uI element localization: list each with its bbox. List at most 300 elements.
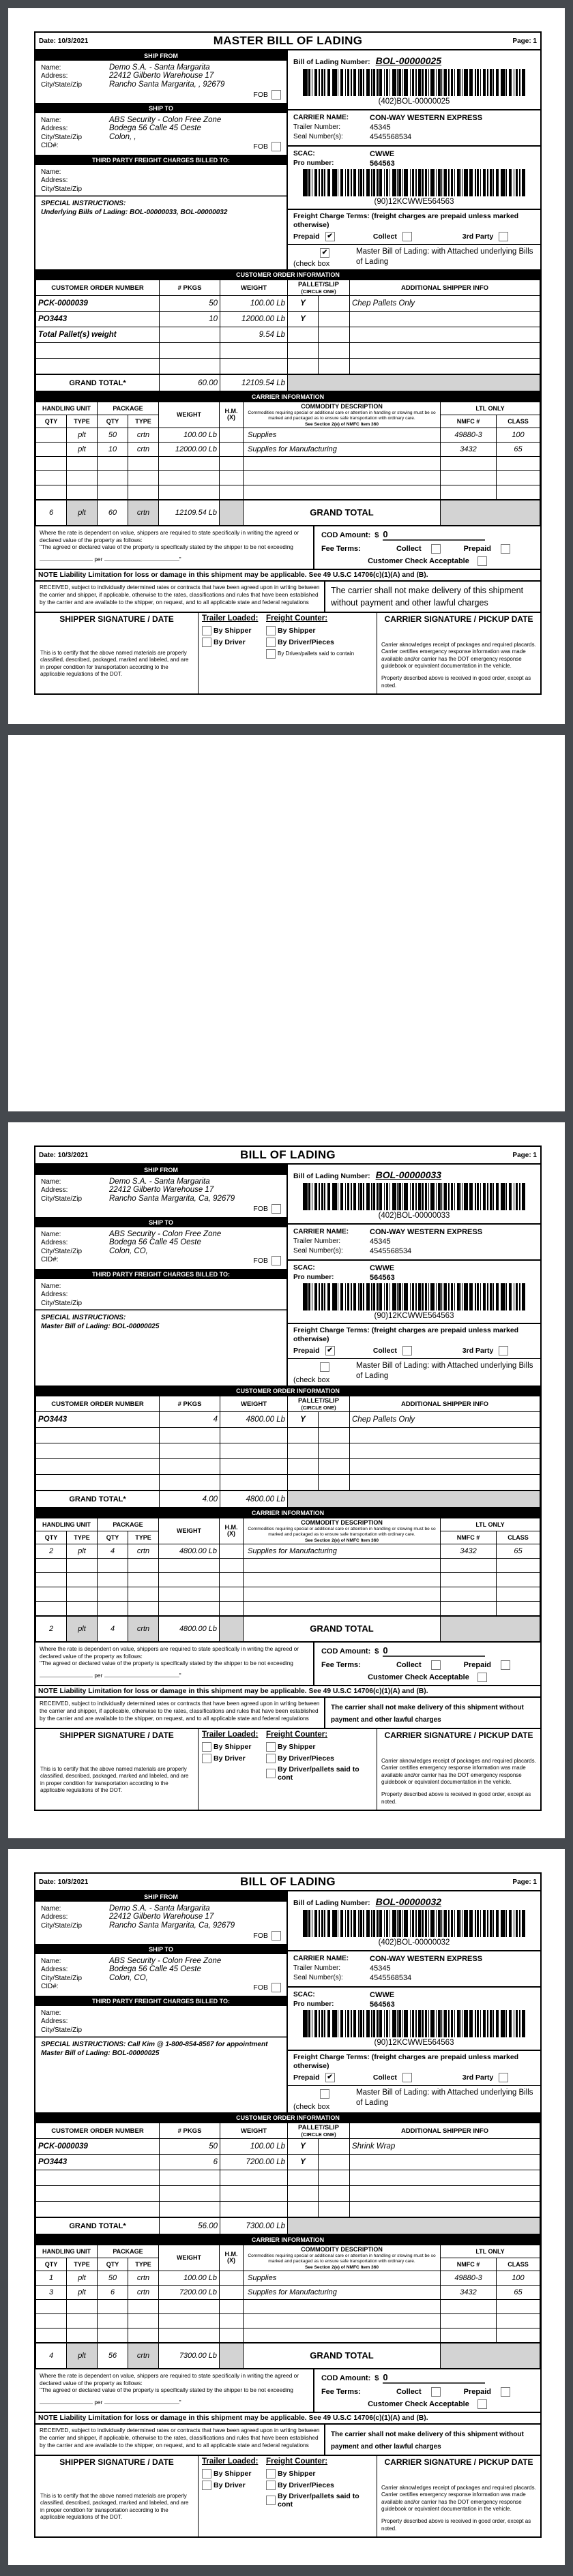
master-bol-checkbox[interactable] [320,2089,329,2099]
trailer-freight-section [198,613,377,693]
header-nmfc: NMFC # [441,415,497,428]
ship-from-csz: Rancho Santa Margarita, , 92679 [109,80,225,89]
carrier-column [288,1891,540,2112]
cod-amount-label: COD Amount: [321,530,371,539]
declared-value-line1: Where the rate is dependent on value, shippers are required to state specifically in writing the agreed or declared value of the property as follows: [40,528,299,543]
bol-form [34,1872,542,2538]
liability-note: NOTE Liability Limitation for loss or damage in this shipment may be applicable. See 49 U.S.C 14706(c)(1)(A) and (B). [35,1685,540,1696]
customer-order-row: PO3443 10 12000.00 Lb Y [36,312,540,327]
header-hu-type: TYPE [67,2258,98,2271]
shipper-signature-section [35,1729,198,1810]
bol-number-box [288,1891,540,1951]
carrier-information-band: CARRIER INFORMATION [35,2234,540,2245]
carrier-row [36,1558,540,1572]
carrier-acknowledge-text: Carrier aknowledges receipt of packages and required placards. Carrier certifies emergency response information was made available and/or carrier has the DOT emergency response guidebook or equivalent documentation in the vehicle. [381,1757,536,1785]
bill-of-lading-page [8,1122,565,1838]
carrier-signature-heading: CARRIER SIGNATURE / PICKUP DATE [384,614,533,624]
trailer-by-driver-checkbox[interactable] [202,2481,211,2490]
customer-order-row [36,1428,540,1443]
pro-number: 564563 [370,160,395,168]
header-pkg-type: TYPE [128,415,159,428]
header-pkg-qty: QTY [98,1531,128,1544]
col-header-weight: WEIGHT [220,2123,288,2139]
customer-check-label: Customer Check Acceptable [368,1673,469,1681]
carrier-info-box [288,1225,540,1261]
commodity-note: Commodities requiring special or additional care or attention in handling or stowing must be so marked and packaged as to ensure safe transportation with ordinary care. [248,2253,436,2264]
carrier-row: 2 plt 4 crtn 4800.00 Lb Supplies for Manufacturing 3432 65 [36,1544,540,1558]
scac-box [288,147,540,210]
cod-amount-value: 0 [383,529,485,541]
master-bol-section [288,245,540,269]
ship-from-fob-label: FOB [253,1205,268,1213]
header-pkg-qty: QTY [98,2258,128,2271]
customer-order-band: CUSTOMER ORDER INFORMATION [35,2112,540,2123]
freight-by-driver-pieces-checkbox[interactable] [266,1754,276,1763]
carrier-name-label: CARRIER NAME: [293,1955,349,1962]
header-handling-unit: HANDLING UNIT [36,2245,98,2258]
customer-order-row [36,1459,540,1475]
ship-to-csz-label: City/State/Zip [41,1974,83,1982]
ship-to-fob-checkbox[interactable] [271,1983,281,1992]
pro-barcode-text: (90)12KCWWE564563 [374,1312,454,1320]
freight-by-driver-pieces-label: By Driver/Pieces [278,638,334,646]
ship-from-csz: Rancho Santa Margarita, Ca, 92679 [109,1194,235,1203]
carrier-row [36,2313,540,2328]
ship-to-fob-label: FOB [253,143,268,151]
dollar-sign: $ [374,2373,379,2382]
cod-box [313,2369,540,2412]
property-received-text: Property described above is received in good order, except as noted. [381,1791,531,1805]
total-pkg-type: crtn [128,2343,159,2369]
trailer-freight-section [198,2456,377,2536]
total-weight: 7300.00 Lb [159,2343,220,2369]
third-party-fee-label: 3rd Party [462,2073,494,2082]
collect-checkbox[interactable] [402,1346,412,1356]
total-hu-type: plt [67,1616,98,1642]
header-ltl-only: LTL ONLY [441,1518,540,1531]
blank-line [104,2398,179,2404]
shipper-signature-heading: SHIPPER SIGNATURE / DATE [59,2457,174,2467]
received-clause: RECEIVED, subject to individually determined rates or contracts that have been agreed upon in writing between the carrier and shipper, if applicable, otherwise to the rates, classifications and rules that have been established by the carrier and are available to the shipper, on request, and to all applicable state and federal regulations [40,1699,320,1722]
check-box-caption: (check box [293,260,330,269]
circle-one-caption: (CIRCLE ONE) [301,2131,336,2138]
third-party-band: THIRD PARTY FREIGHT CHARGES BILLED TO: [35,1996,286,2006]
trailer-number-label: Trailer Number: [293,1964,341,1972]
carrier-information-table [35,402,540,525]
pages-container [0,8,573,2565]
prepaid-checkbox[interactable]: ✔ [325,1346,335,1356]
prepaid-checkbox[interactable]: ✔ [325,2073,335,2082]
property-received-text: Property described above is received in good order, except as noted. [381,2518,531,2532]
commodity-note: Commodities requiring special or additional care or attention in handling or stowing must be so marked and packaged as to ensure safe transportation with ordinary care. [248,410,436,421]
header-hm: H.M. (X) [220,2245,244,2271]
ship-from-block [35,1902,286,1944]
third-party-address-label: Address: [41,177,68,184]
ship-to-name: ABS Security - Colon Free Zone [109,115,222,124]
pro-number: 564563 [370,1274,395,1282]
trailer-by-shipper-checkbox[interactable] [202,626,211,635]
ship-to-address: Bodega 56 Calle 45 Oeste [109,124,201,132]
freight-by-shipper-label: By Shipper [278,1742,316,1751]
carrier-information-table [35,2245,540,2368]
customer-order-row [36,1443,540,1459]
fee-collect-checkbox[interactable] [431,1660,441,1670]
blank-line [40,2398,93,2404]
ship-from-fob-checkbox[interactable] [271,1204,281,1214]
ship-from-name: Demo S.A. - Santa Margarita [109,63,210,72]
trailer-by-driver-checkbox[interactable] [202,638,211,647]
customer-order-row: Total Pallet(s) weight 9.54 Lb [36,327,540,343]
carrier-row [36,470,540,485]
no-delivery-clause-box [324,582,540,612]
carrier-info-box [288,110,540,147]
carrier-row [36,1572,540,1587]
carrier-acknowledge-text: Carrier aknowledges receipt of packages and required placards. Carrier certifies emergency response information was made available and/or carrier has the DOT emergency response guidebook or equivalent documentation in the vehicle. [381,2484,536,2512]
header-package: PACKAGE [98,402,159,415]
ship-to-address-label: Address: [41,1239,68,1246]
third-party-name-label: Name: [41,168,61,176]
special-instructions-line1: SPECIAL INSTRUCTIONS: [41,1314,126,1321]
carrier-row [36,485,540,500]
declared-value-line1: Where the rate is dependent on value, shippers are required to state specifically in writing the agreed or declared value of the property as follows: [40,1645,299,1660]
liability-note: NOTE Liability Limitation for loss or damage in this shipment may be applicable. See 49 U.S.C 14706(c)(1)(A) and (B). [35,569,540,580]
freight-by-driver-pallets-label: By Driver/pallets said to contain [278,650,355,657]
customer-order-row [36,2202,540,2218]
bol-form [34,1145,542,1811]
header-hu-type: TYPE [67,1531,98,1544]
header-package: PACKAGE [98,1518,159,1531]
cod-box [313,1643,540,1685]
total-shaded-cell [441,500,540,526]
customer-order-row [36,2186,540,2202]
page-title: MASTER BILL OF LADING [213,34,363,47]
fee-terms-label: Fee Terms: [321,2387,361,2396]
page-number: Page: 1 [512,1878,537,1886]
grand-total-label: GRAND TOTAL* [36,2217,160,2234]
ship-from-address-label: Address: [41,1913,68,1921]
grand-total-shaded-cell [288,2217,540,2234]
third-party-block [35,1279,286,1309]
bol-form [34,31,542,695]
commodity-note-2: See Section 2(e) of NMFC Item 360 [304,1538,379,1543]
collect-label: Collect [372,2073,397,2082]
third-party-band: THIRD PARTY FREIGHT CHARGES BILLED TO: [35,1269,286,1279]
trailer-number-label: Trailer Number: [293,123,341,131]
ship-from-address: 22412 Gilberto Warehouse 17 [109,1913,214,1921]
ship-to-csz: Colon, , [109,132,136,141]
shipper-signature-section [35,613,198,693]
total-shaded-cell [441,2343,540,2369]
third-party-fee-label: 3rd Party [462,1347,494,1356]
trailer-by-driver-checkbox[interactable] [202,1754,211,1763]
ship-to-name-label: Name: [41,116,61,124]
freight-by-driver-pallets-checkbox[interactable] [266,1769,276,1778]
header-commodity: COMMODITY DESCRIPTION Commodities requiring special or additional care or attention in handling or stowing must be so marked and packaged as to ensure safe transportation with ordinary care. See Section 2(e) of NMFC Item 360 [244,1518,441,1544]
fee-collect-label: Collect [396,544,422,553]
col-header-pkgs: # PKGS [160,2123,220,2139]
header-pkg-type: TYPE [128,2258,159,2271]
header-commodity: COMMODITY DESCRIPTION Commodities requiring special or additional care or attention in handling or stowing must be so marked and packaged as to ensure safe transportation with ordinary care. See Section 2(e) of NMFC Item 360 [244,2245,441,2271]
ship-from-address-label: Address: [41,72,68,80]
prepaid-label: Prepaid [293,1347,320,1356]
ship-to-csz-label: City/State/Zip [41,1247,83,1255]
bol-barcode-text: (402)BOL-00000033 [378,1212,450,1220]
pro-barcode [303,1283,525,1311]
trailer-number: 45345 [370,123,391,132]
third-party-address-label: Address: [41,1291,68,1298]
grand-total-weight: 7300.00 Lb [220,2217,288,2234]
col-header-order-number: CUSTOMER ORDER NUMBER [36,280,160,296]
pro-barcode [303,169,525,196]
header-handling-unit: HANDLING UNIT [36,1518,98,1531]
declared-value-line2: "The agreed or declared value of the property is specifically stated by the shipper to be not exceeding [40,543,293,551]
customer-check-checkbox[interactable] [478,2399,487,2409]
customer-grand-total-row [36,374,540,391]
collect-checkbox[interactable] [402,2073,412,2082]
col-header-shipper-info: ADDITIONAL SHIPPER INFO [350,280,540,296]
third-party-checkbox[interactable] [499,232,508,241]
commodity-note: Commodities requiring special or additional care or attention in handling or stowing must be so marked and packaged as to ensure safe transportation with ordinary care. [248,1527,436,1538]
customer-order-row: PO3443 6 7200.00 Lb Y [36,2155,540,2170]
total-hu-qty: 2 [36,1616,67,1642]
special-instructions-line2: Master Bill of Lading: BOL-00000025 [41,2050,160,2057]
master-bol-section [288,1359,540,1386]
ship-to-address-label: Address: [41,125,68,132]
ship-to-block [35,113,286,155]
ship-from-fob-checkbox[interactable] [271,1931,281,1941]
fee-collect-label: Collect [396,2387,422,2396]
ship-from-address: 22412 Gilberto Warehouse 17 [109,1186,214,1194]
special-instructions-line2: Underlying Bills of Lading: BOL-00000033, BOL-00000032 [41,209,228,216]
trailer-number: 45345 [370,1964,391,1973]
declared-value-blanks: per " [40,1671,309,1679]
collect-checkbox[interactable] [402,232,412,241]
customer-grand-total-row [36,2217,540,2234]
header-nmfc: NMFC # [441,2258,497,2271]
ship-to-address: Bodega 56 Calle 45 Oeste [109,1965,201,1973]
pdf-viewer-background [0,8,573,2576]
header-weight: WEIGHT [159,2245,220,2271]
date-label: Date: 10/3/2021 [39,1151,89,1159]
fee-prepaid-label: Prepaid [463,2387,491,2396]
freight-by-driver-pallets-checkbox[interactable] [266,649,276,659]
grand-total-weight: 12109.54 Lb [220,374,288,391]
scac-label: SCAC: [293,1991,315,1998]
trailer-by-shipper-label: By Shipper [214,1742,252,1751]
carrier-grand-total-row [36,1616,540,1642]
carrier-signature-section [377,613,540,693]
third-party-band: THIRD PARTY FREIGHT CHARGES BILLED TO: [35,155,286,165]
freight-by-driver-pallets-label: By Driver/pallets said to cont [278,2491,359,2508]
third-party-name-label: Name: [41,1282,61,1290]
prepaid-label: Prepaid [293,233,320,241]
fee-prepaid-checkbox[interactable] [501,544,510,554]
master-bol-checkbox[interactable] [320,1362,329,1372]
ship-to-fob-checkbox[interactable] [271,142,281,151]
bol-number-label: Bill of Lading Number: [293,1172,370,1180]
bol-number-box [288,1165,540,1225]
master-bol-section [288,2086,540,2112]
freight-terms-heading: Freight Charge Terms: (freight charges are prepaid unless marked otherwise) [293,212,519,230]
received-clause: RECEIVED, subject to individually determined rates or contracts that have been agreed upon in writing between the carrier and shipper, if applicable, otherwise to the rates, classifications and rules that have been established by the carrier and are available to the shipper, on request, and to all applicable state and federal regulations [40,583,320,606]
declared-value-line2: "The agreed or declared value of the property is specifically stated by the shipper to be not exceeding [40,1660,293,1667]
pro-number: 564563 [370,2001,395,2009]
trailer-loaded-heading: Trailer Loaded: [202,1730,259,1739]
cod-amount-label: COD Amount: [321,2373,371,2382]
bol-barcode [303,69,525,96]
collect-label: Collect [372,233,397,241]
ship-to-address-label: Address: [41,1966,68,1973]
freight-by-shipper-checkbox[interactable] [266,2469,276,2478]
third-party-csz-label: City/State/Zip [41,1299,83,1307]
scac-box [288,1261,540,1324]
ship-to-fob-checkbox[interactable] [271,1256,281,1265]
declared-value-box [35,526,313,569]
header-package: PACKAGE [98,2245,159,2258]
special-instructions [35,2036,286,2112]
scac-label: SCAC: [293,1264,315,1272]
fee-prepaid-checkbox[interactable] [501,1660,510,1670]
ship-from-name-label: Name: [41,63,61,72]
customer-check-checkbox[interactable] [478,556,487,566]
freight-charge-terms [288,2051,540,2086]
prepaid-checkbox[interactable]: ✔ [325,232,335,241]
seal-number-label: Seal Number(s): [293,1974,343,1981]
check-box-caption: (check box [293,1376,330,1385]
third-party-block [35,165,286,195]
carrier-name: CON-WAY WESTERN EXPRESS [370,1228,483,1236]
third-party-block [35,2006,286,2036]
col-header-weight: WEIGHT [220,280,288,296]
carrier-acknowledge-text: Carrier aknowledges receipt of packages and required placards. Carrier certifies emergency response information was made available and/or carrier has the DOT emergency response guidebook or equivalent documentation in the vehicle. [381,641,536,669]
trailer-by-driver-label: By Driver [214,638,246,646]
customer-check-label: Customer Check Acceptable [368,556,469,565]
customer-order-table [35,280,540,391]
header-hm: H.M. (X) [220,402,244,428]
total-weight: 12109.54 Lb [159,500,220,526]
trailer-by-shipper-checkbox[interactable] [202,2469,211,2478]
grand-total-shaded-cell [288,1491,540,1508]
carrier-grand-total-label: GRAND TOTAL [244,2343,441,2369]
header-ltl-only: LTL ONLY [441,2245,540,2258]
carrier-information-band: CARRIER INFORMATION [35,1508,540,1518]
master-bol-checkbox[interactable]: ✔ [320,248,329,258]
total-hu-qty: 4 [36,2343,67,2369]
third-party-checkbox[interactable] [499,2073,508,2082]
special-instructions-line1: SPECIAL INSTRUCTIONS: [41,200,126,207]
ship-from-fob-label: FOB [253,1932,268,1940]
freight-terms-heading: Freight Charge Terms: (freight charges are prepaid unless marked otherwise) [293,2053,519,2071]
master-bol-label: Master Bill of Lading: with Attached underlying Bills of Lading [356,2088,533,2108]
ship-from-csz: Rancho Santa Margarita, Ca, 92679 [109,1921,235,1930]
commodity-note-2: See Section 2(e) of NMFC Item 360 [304,2264,379,2270]
cod-amount-value: 0 [383,2372,485,2384]
freight-charge-terms [288,1324,540,1359]
ship-from-name: Demo S.A. - Santa Margarita [109,1177,210,1186]
ship-to-band: SHIP TO [35,1944,286,1954]
shipper-certify-text: This is to certify that the above named materials are properly classified, described, packaged, marked and labeled, and are in proper condition for transportation according to the applicable regulations of the DOT. [40,2492,189,2520]
freight-charge-terms [288,210,540,245]
form-header [35,33,540,50]
bol-barcode [303,1183,525,1210]
header-ltl-only: LTL ONLY [441,402,540,415]
blank-line [104,555,179,561]
ship-to-csz-label: City/State/Zip [41,133,83,141]
ship-to-name-label: Name: [41,1230,61,1238]
header-pkg-qty: QTY [98,415,128,428]
ship-from-name: Demo S.A. - Santa Margarita [109,1904,210,1913]
ship-to-cid-label: CID#: [41,142,59,149]
col-header-pkgs: # PKGS [160,1396,220,1412]
carrier-signature-section [377,1729,540,1810]
carrier-information-table [35,1518,540,1641]
ship-to-address: Bodega 56 Calle 45 Oeste [109,1238,201,1246]
scac-box [288,1988,540,2051]
freight-counter-heading: Freight Counter: [266,614,328,623]
header-weight: WEIGHT [159,1518,220,1544]
bol-number: BOL-00000032 [375,1896,442,1907]
freight-by-driver-pallets-checkbox[interactable] [266,2496,276,2505]
carrier-name-label: CARRIER NAME: [293,1228,349,1235]
seal-number-label: Seal Number(s): [293,1247,343,1255]
third-party-checkbox[interactable] [499,1346,508,1356]
carrier-name: CON-WAY WESTERN EXPRESS [370,1955,483,1963]
seal-number-label: Seal Number(s): [293,133,343,140]
col-header-shipper-info: ADDITIONAL SHIPPER INFO [350,2123,540,2139]
grand-total-pkgs: 4.00 [160,1491,220,1508]
total-pkg-type: crtn [128,1616,159,1642]
freight-by-shipper-checkbox[interactable] [266,626,276,635]
col-header-pkgs: # PKGS [160,280,220,296]
fee-prepaid-checkbox[interactable] [501,2387,510,2397]
ship-from-fob-checkbox[interactable] [271,90,281,100]
fee-collect-checkbox[interactable] [431,2387,441,2397]
date-label: Date: 10/3/2021 [39,1878,89,1886]
ship-from-fob-label: FOB [253,91,268,99]
trailer-loaded-heading: Trailer Loaded: [202,614,259,623]
ship-to-fob-label: FOB [253,1983,268,1992]
carrier-signature-heading: CARRIER SIGNATURE / PICKUP DATE [384,1730,533,1740]
col-header-pallet-slip: PALLET/SLIP (CIRCLE ONE) [288,1396,350,1412]
third-party-csz-label: City/State/Zip [41,2026,83,2034]
third-party-name-label: Name: [41,2009,61,2017]
header-hu-qty: QTY [36,1531,67,1544]
freight-by-driver-pieces-checkbox[interactable] [266,638,276,647]
fee-prepaid-label: Prepaid [463,544,491,553]
grand-total-weight: 4800.00 Lb [220,1491,288,1508]
total-hu-type: plt [67,500,98,526]
page-title: BILL OF LADING [240,1875,336,1888]
freight-by-shipper-checkbox[interactable] [266,1742,276,1752]
freight-by-shipper-label: By Shipper [278,626,316,635]
customer-order-row [36,343,540,359]
ship-from-csz-label: City/State/Zip [41,80,83,89]
special-instructions-line1: SPECIAL INSTRUCTIONS: Call Kim @ 1-800-854-8567 for appointment [41,2041,268,2048]
bol-number-label: Bill of Lading Number: [293,58,370,66]
freight-by-driver-pieces-checkbox[interactable] [266,2481,276,2490]
bol-number-label: Bill of Lading Number: [293,1899,370,1907]
carrier-row: 3 plt 6 crtn 7200.00 Lb Supplies for Manufacturing 3432 65 [36,2285,540,2299]
bol-barcode-text: (402)BOL-00000025 [378,98,450,106]
total-hu-qty: 6 [36,500,67,526]
dollar-sign: $ [374,1647,379,1656]
grand-total-pkgs: 60.00 [160,374,220,391]
fee-collect-checkbox[interactable] [431,544,441,554]
trailer-by-shipper-checkbox[interactable] [202,1742,211,1752]
total-pkg-qty: 60 [98,500,128,526]
pro-barcode-text: (90)12KCWWE564563 [374,2039,454,2047]
customer-check-checkbox[interactable] [478,1673,487,1682]
